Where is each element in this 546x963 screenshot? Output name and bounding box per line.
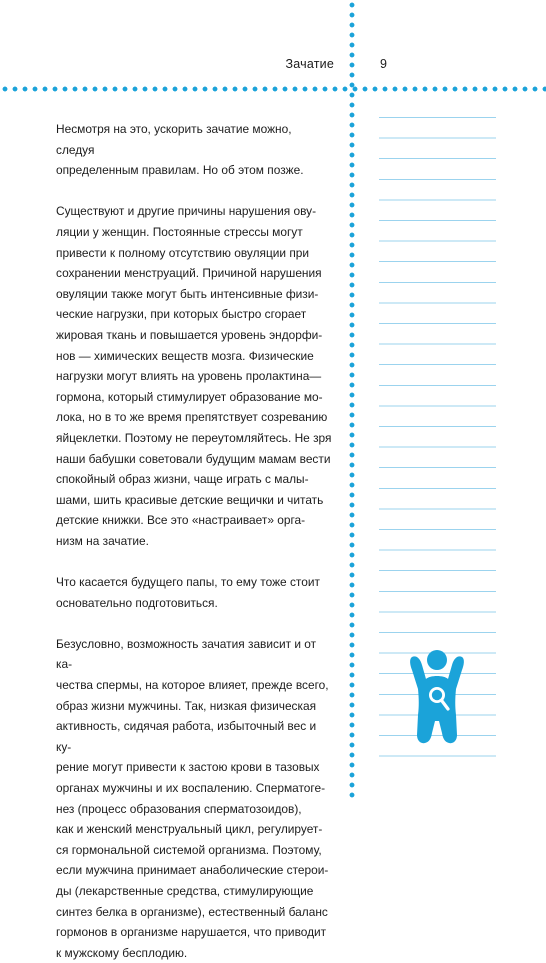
- page-number: 9: [380, 57, 387, 71]
- vertical-dotted-border: [347, 0, 357, 800]
- paragraph-4: Безусловно, возможность зачатия зависит и от ка- чества спермы, на которое влияет, прежде всего, образ жизни мужчины. Так, низкая физическая активность, сидячая работа, избыточный вес и ку- рение могут привести к застою крови в тазовых органах мужчины и их воспалению. Сперматоге- нез (процесс образования сперматозоидов), как и женский менструальный цикл, регулирует- ся гормональной системой организма. Поэтому, если мужчина принимает анаболические стерои- ды (лекарственные средства, стимулирующие синтез белка в организме), естественный баланс гормонов в организме нарушается, что приводит к мужскому бесплодию.: [56, 636, 329, 960]
- paragraph-1: Несмотря на это, ускорить зачатие можно, следуя определенным правилам. Но об этом позже.: [56, 122, 304, 178]
- paragraph-3: Что касается будущего папы, то ему тоже стоит основательно подготовиться.: [56, 575, 320, 610]
- body-text: [56, 119, 333, 963]
- paragraph-2: Существуют и другие причины нарушения ову- ляции у женщин. Постоянные стрессы могут привести к полному отсутствию овуляции при сохранении менструаций. Причиной нарушения овуляции также могут быть интенсивные физи- ческие нагрузки, при которых быстро сгорает жировая ткань и повышается уровень эндорфи- нов — химических веществ мозга. Физические нагрузки могут влиять на уровень пролактина— гормона, который стимулирует образование мо- лока, но в то же время препятствует созреванию яйцеклетки. Поэтому не переутомляйтесь. Не зря наши бабушки советовали будущим мамам вести спокойный образ жизни, чаще играть с малы- шами, шить красивые детские вещички и читать детские книжки. Все это «настраивает» орга- низм на зачатие.: [56, 204, 332, 548]
- baby-magnifier-icon: [406, 649, 468, 745]
- horizontal-dotted-border: [0, 84, 546, 94]
- running-title: Зачатие: [285, 57, 334, 71]
